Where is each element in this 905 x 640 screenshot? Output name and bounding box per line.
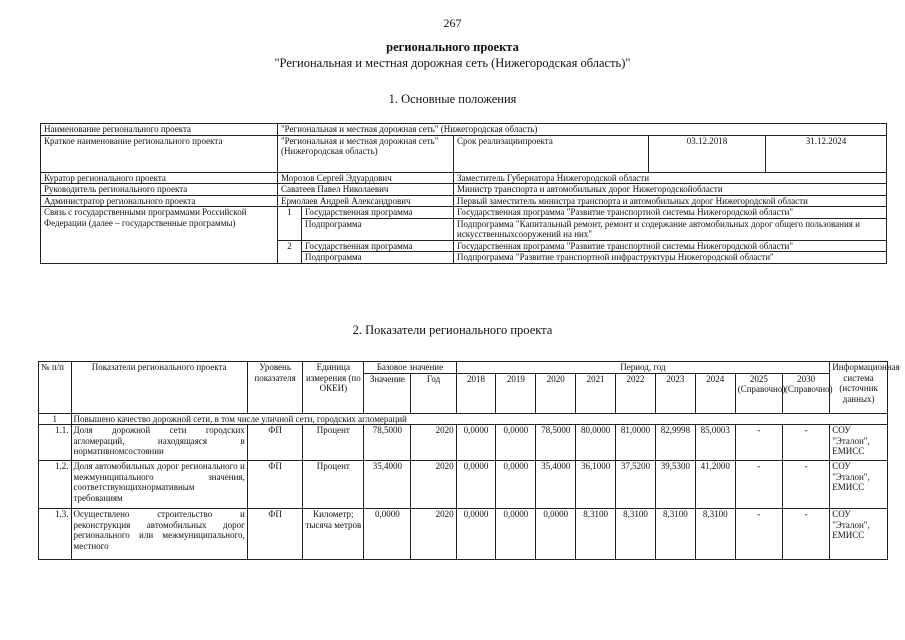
gp-value: Государственная программа "Развитие транспортной системы Нижегородской области" bbox=[454, 240, 887, 252]
project-name-label: Наименование регионального проекта bbox=[41, 124, 278, 136]
curator-name: Морозов Сергей Эдуардович bbox=[278, 172, 454, 184]
table-row bbox=[39, 425, 888, 461]
row-value: - bbox=[735, 461, 782, 509]
table-row bbox=[39, 509, 888, 560]
row-info: СОУ "Эталон", ЕМИСС bbox=[830, 509, 888, 560]
row-indicator: Осуществлено строительство и реконструкция автомобильных дорог регионального или межмуниципального, местного bbox=[71, 509, 247, 560]
row-base-year: 2020 bbox=[411, 425, 456, 461]
row-value: 8,3100 bbox=[576, 509, 616, 560]
header-unit: Единица измерения (по ОКЕИ) bbox=[303, 362, 364, 414]
row-value: 82,9998 bbox=[655, 425, 695, 461]
row-num: 1.1. bbox=[39, 425, 72, 461]
end-date: 31.12.2024 bbox=[766, 135, 887, 172]
header-year: 2019 bbox=[496, 373, 536, 413]
admin-name: Ермолаев Андрей Александрович bbox=[278, 195, 454, 207]
sub-value: Подпрограмма "Капитальный ремонт, ремонт и содержание автомобильных дорог общего пользования и искусственныхсооружений на них" bbox=[454, 218, 887, 240]
row-value: 35,4000 bbox=[536, 461, 576, 509]
section2-heading: 2. Показатели регионального проекта bbox=[352, 323, 553, 337]
project-title: "Региональная и местная дорожная сеть (Нижегородская область)" bbox=[274, 56, 631, 70]
section1-heading: 1. Основные положения bbox=[388, 92, 517, 106]
start-date: 03.12.2018 bbox=[649, 135, 766, 172]
header-year: 2023 bbox=[655, 373, 695, 413]
sub-value: Подпрограмма "Развитие транспортной инфраструктуры Нижегородской области" bbox=[454, 252, 887, 264]
row-value: 0,0000 bbox=[496, 509, 536, 560]
short-name-value: "Региональная и местная дорожная сеть"(Нижегородская область) bbox=[278, 135, 454, 172]
admin-position: Первый заместитель министра транспорта и автомобильных дорог Нижегородской области bbox=[454, 195, 887, 207]
row-num: 1.3. bbox=[39, 509, 72, 560]
indicators-table bbox=[38, 361, 900, 560]
header-year: 2025 (Справочно) bbox=[735, 373, 782, 413]
head-label: Руководитель регионального проекта bbox=[41, 184, 278, 196]
term-label: Срок реализациипроекта bbox=[454, 135, 649, 172]
project-name-value: "Региональная и местная дорожная сеть" (Нижегородская область) bbox=[278, 124, 887, 136]
row-value: - bbox=[735, 425, 782, 461]
header-year: 2024 bbox=[695, 373, 735, 413]
page-number: 267 bbox=[443, 16, 462, 30]
row-level: ФП bbox=[247, 509, 303, 560]
row-value: 81,0000 bbox=[616, 425, 656, 461]
row-value: - bbox=[782, 425, 829, 461]
row-value: 0,0000 bbox=[456, 425, 496, 461]
document-title: регионального проекта bbox=[386, 40, 519, 54]
program-num: 2 bbox=[278, 240, 302, 263]
header-base-year: Год bbox=[411, 373, 456, 413]
row-value: 0,0000 bbox=[456, 461, 496, 509]
row-base-year: 2020 bbox=[411, 509, 456, 560]
row-value: 36,1000 bbox=[576, 461, 616, 509]
table-row bbox=[41, 195, 887, 207]
header-num: № п/п bbox=[39, 362, 72, 414]
table-row bbox=[41, 184, 887, 196]
admin-label: Администратор регионального проекта bbox=[41, 195, 278, 207]
short-name-label: Краткое наименование регионального проекта bbox=[41, 135, 278, 172]
row-value: 85,0003 bbox=[695, 425, 735, 461]
table-row bbox=[41, 135, 887, 172]
header-base: Базовое значение bbox=[364, 362, 456, 374]
row-indicator: Доля автомобильных дорог регионального и межмуниципального значения, соответствующихнормативным требованиям bbox=[71, 461, 247, 509]
header-year: 2018 bbox=[456, 373, 496, 413]
table-header-row bbox=[39, 362, 888, 374]
table-row bbox=[41, 172, 887, 184]
row-value: 37,5200 bbox=[616, 461, 656, 509]
row-value: 8,3100 bbox=[655, 509, 695, 560]
row-info: СОУ "Эталон", ЕМИСС bbox=[830, 461, 888, 509]
head-position: Министр транспорта и автомобильных дорог Нижегородскойобласти bbox=[454, 184, 887, 196]
row-value: 8,3100 bbox=[616, 509, 656, 560]
row-base-value: 78,5000 bbox=[364, 425, 411, 461]
head-name: Саватеев Павел Николаевич bbox=[278, 184, 454, 196]
group-title: Повышено качество дорожной сети, в том числе уличной сети, городских агломераций bbox=[71, 413, 887, 425]
header-base-value: Значение bbox=[364, 373, 411, 413]
row-value: 41,2000 bbox=[695, 461, 735, 509]
row-unit: Километр; тысяча метров bbox=[303, 509, 364, 560]
sub-label: Подпрограмма bbox=[302, 218, 454, 240]
group-num: 1 bbox=[39, 413, 72, 425]
curator-label: Куратор регионального проекта bbox=[41, 172, 278, 184]
gp-label: Государственная программа bbox=[302, 207, 454, 219]
programs-label: Связь с государственными программами Российской Федерации (далее – государственные программы) bbox=[41, 207, 278, 264]
table-row bbox=[41, 207, 887, 219]
row-value: 78,5000 bbox=[536, 425, 576, 461]
row-base-value: 0,0000 bbox=[364, 509, 411, 560]
header-year: 2020 bbox=[536, 373, 576, 413]
row-base-year: 2020 bbox=[411, 461, 456, 509]
row-value: 0,0000 bbox=[496, 461, 536, 509]
row-indicator: Доля дорожной сети городских агломераций, находящаяся в нормативномсостоянии bbox=[71, 425, 247, 461]
row-num: 1.2. bbox=[39, 461, 72, 509]
row-level: ФП bbox=[247, 425, 303, 461]
row-value: - bbox=[782, 509, 829, 560]
header-year: 2022 bbox=[616, 373, 656, 413]
row-info: СОУ "Эталон", ЕМИСС bbox=[830, 425, 888, 461]
row-value: - bbox=[735, 509, 782, 560]
program-num: 1 bbox=[278, 207, 302, 241]
header-level: Уровень показателя bbox=[247, 362, 303, 414]
header-indicator: Показатели регионального проекта bbox=[71, 362, 247, 414]
row-value: 0,0000 bbox=[536, 509, 576, 560]
row-value: 39,5300 bbox=[655, 461, 695, 509]
row-level: ФП bbox=[247, 461, 303, 509]
row-value: - bbox=[782, 461, 829, 509]
gp-label: Государственная программа bbox=[302, 240, 454, 252]
row-unit: Процент bbox=[303, 461, 364, 509]
row-unit: Процент bbox=[303, 425, 364, 461]
header-year: 2021 bbox=[576, 373, 616, 413]
row-value: 8,3100 bbox=[695, 509, 735, 560]
header-period: Период, год bbox=[456, 362, 830, 374]
row-base-value: 35,4000 bbox=[364, 461, 411, 509]
row-value: 0,0000 bbox=[456, 509, 496, 560]
header-info: Информационная система (источник данных) bbox=[830, 362, 888, 414]
header-year: 2030 (Справочно) bbox=[782, 373, 829, 413]
sub-label: Подпрограмма bbox=[302, 252, 454, 264]
table-row bbox=[39, 461, 888, 509]
basic-provisions-table bbox=[40, 123, 887, 264]
group-row bbox=[39, 413, 888, 425]
row-value: 80,0000 bbox=[576, 425, 616, 461]
curator-position: Заместитель Губернатора Нижегородской области bbox=[454, 172, 887, 184]
gp-value: Государственная программа "Развитие транспортной системы Нижегородской области" bbox=[454, 207, 887, 219]
row-value: 0,0000 bbox=[496, 425, 536, 461]
table-row bbox=[41, 124, 887, 136]
